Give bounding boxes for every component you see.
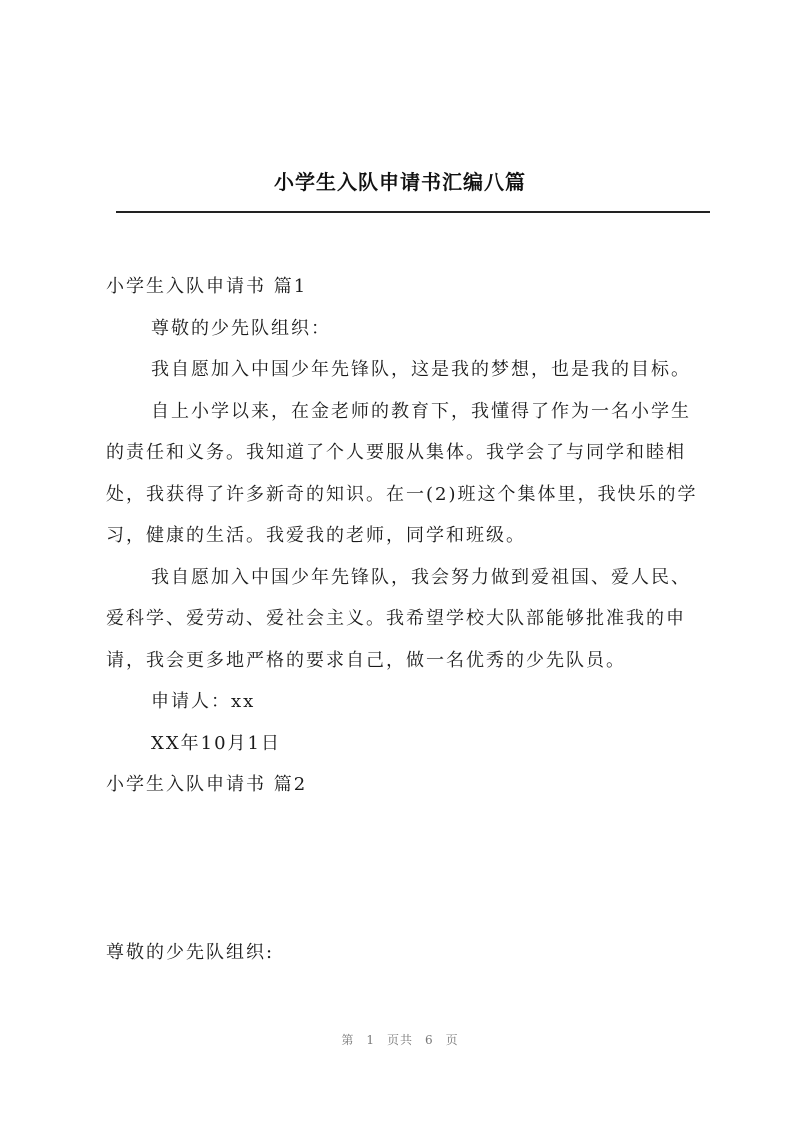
footer-current-page: 1 xyxy=(366,1033,375,1047)
page-footer xyxy=(0,1031,800,1048)
footer-label-end: 页 xyxy=(445,1033,459,1047)
section-1-paragraph: 我自愿加入中国少年先锋队，我会努力做到爱祖国、爱人民、爱科学、爱劳动、爱社会主义。我希望学校大队部能够批准我的申请，我会更多地严格的要求自己，做一名优秀的少先队员。 xyxy=(106,566,691,671)
footer-label-total: 页共 xyxy=(386,1033,413,1047)
section-1-salutation: 尊敬的少先队组织： xyxy=(151,317,331,339)
section-1-date: XX年10月1日 xyxy=(151,732,281,754)
section-1-paragraph: 自上小学以来，在金老师的教育下，我懂得了作为一名小学生的责任和义务。我知道了个人要服从集体。我学会了与同学和睦相处，我获得了许多新奇的知识。在一(2)班这个集体里，我快乐的学习，健康的生活。我爱我的老师，同学和班级。 xyxy=(106,400,698,546)
title-underline xyxy=(116,211,710,213)
section-1-applicant: 申请人：xx xyxy=(151,691,256,712)
document-body xyxy=(106,266,710,806)
document-title: 小学生入队申请书汇编八篇 xyxy=(274,170,526,194)
section-1-heading: 小学生入队申请书 篇1 xyxy=(106,276,308,297)
section-2-salutation: 尊敬的少先队组织: xyxy=(106,942,275,963)
footer-total-pages: 6 xyxy=(425,1033,434,1047)
section-2-heading: 小学生入队申请书 篇2 xyxy=(106,774,308,795)
footer-label-page: 第 xyxy=(341,1033,355,1047)
section-1-paragraph: 我自愿加入中国少年先锋队，这是我的梦想，也是我的目标。 xyxy=(151,359,691,380)
